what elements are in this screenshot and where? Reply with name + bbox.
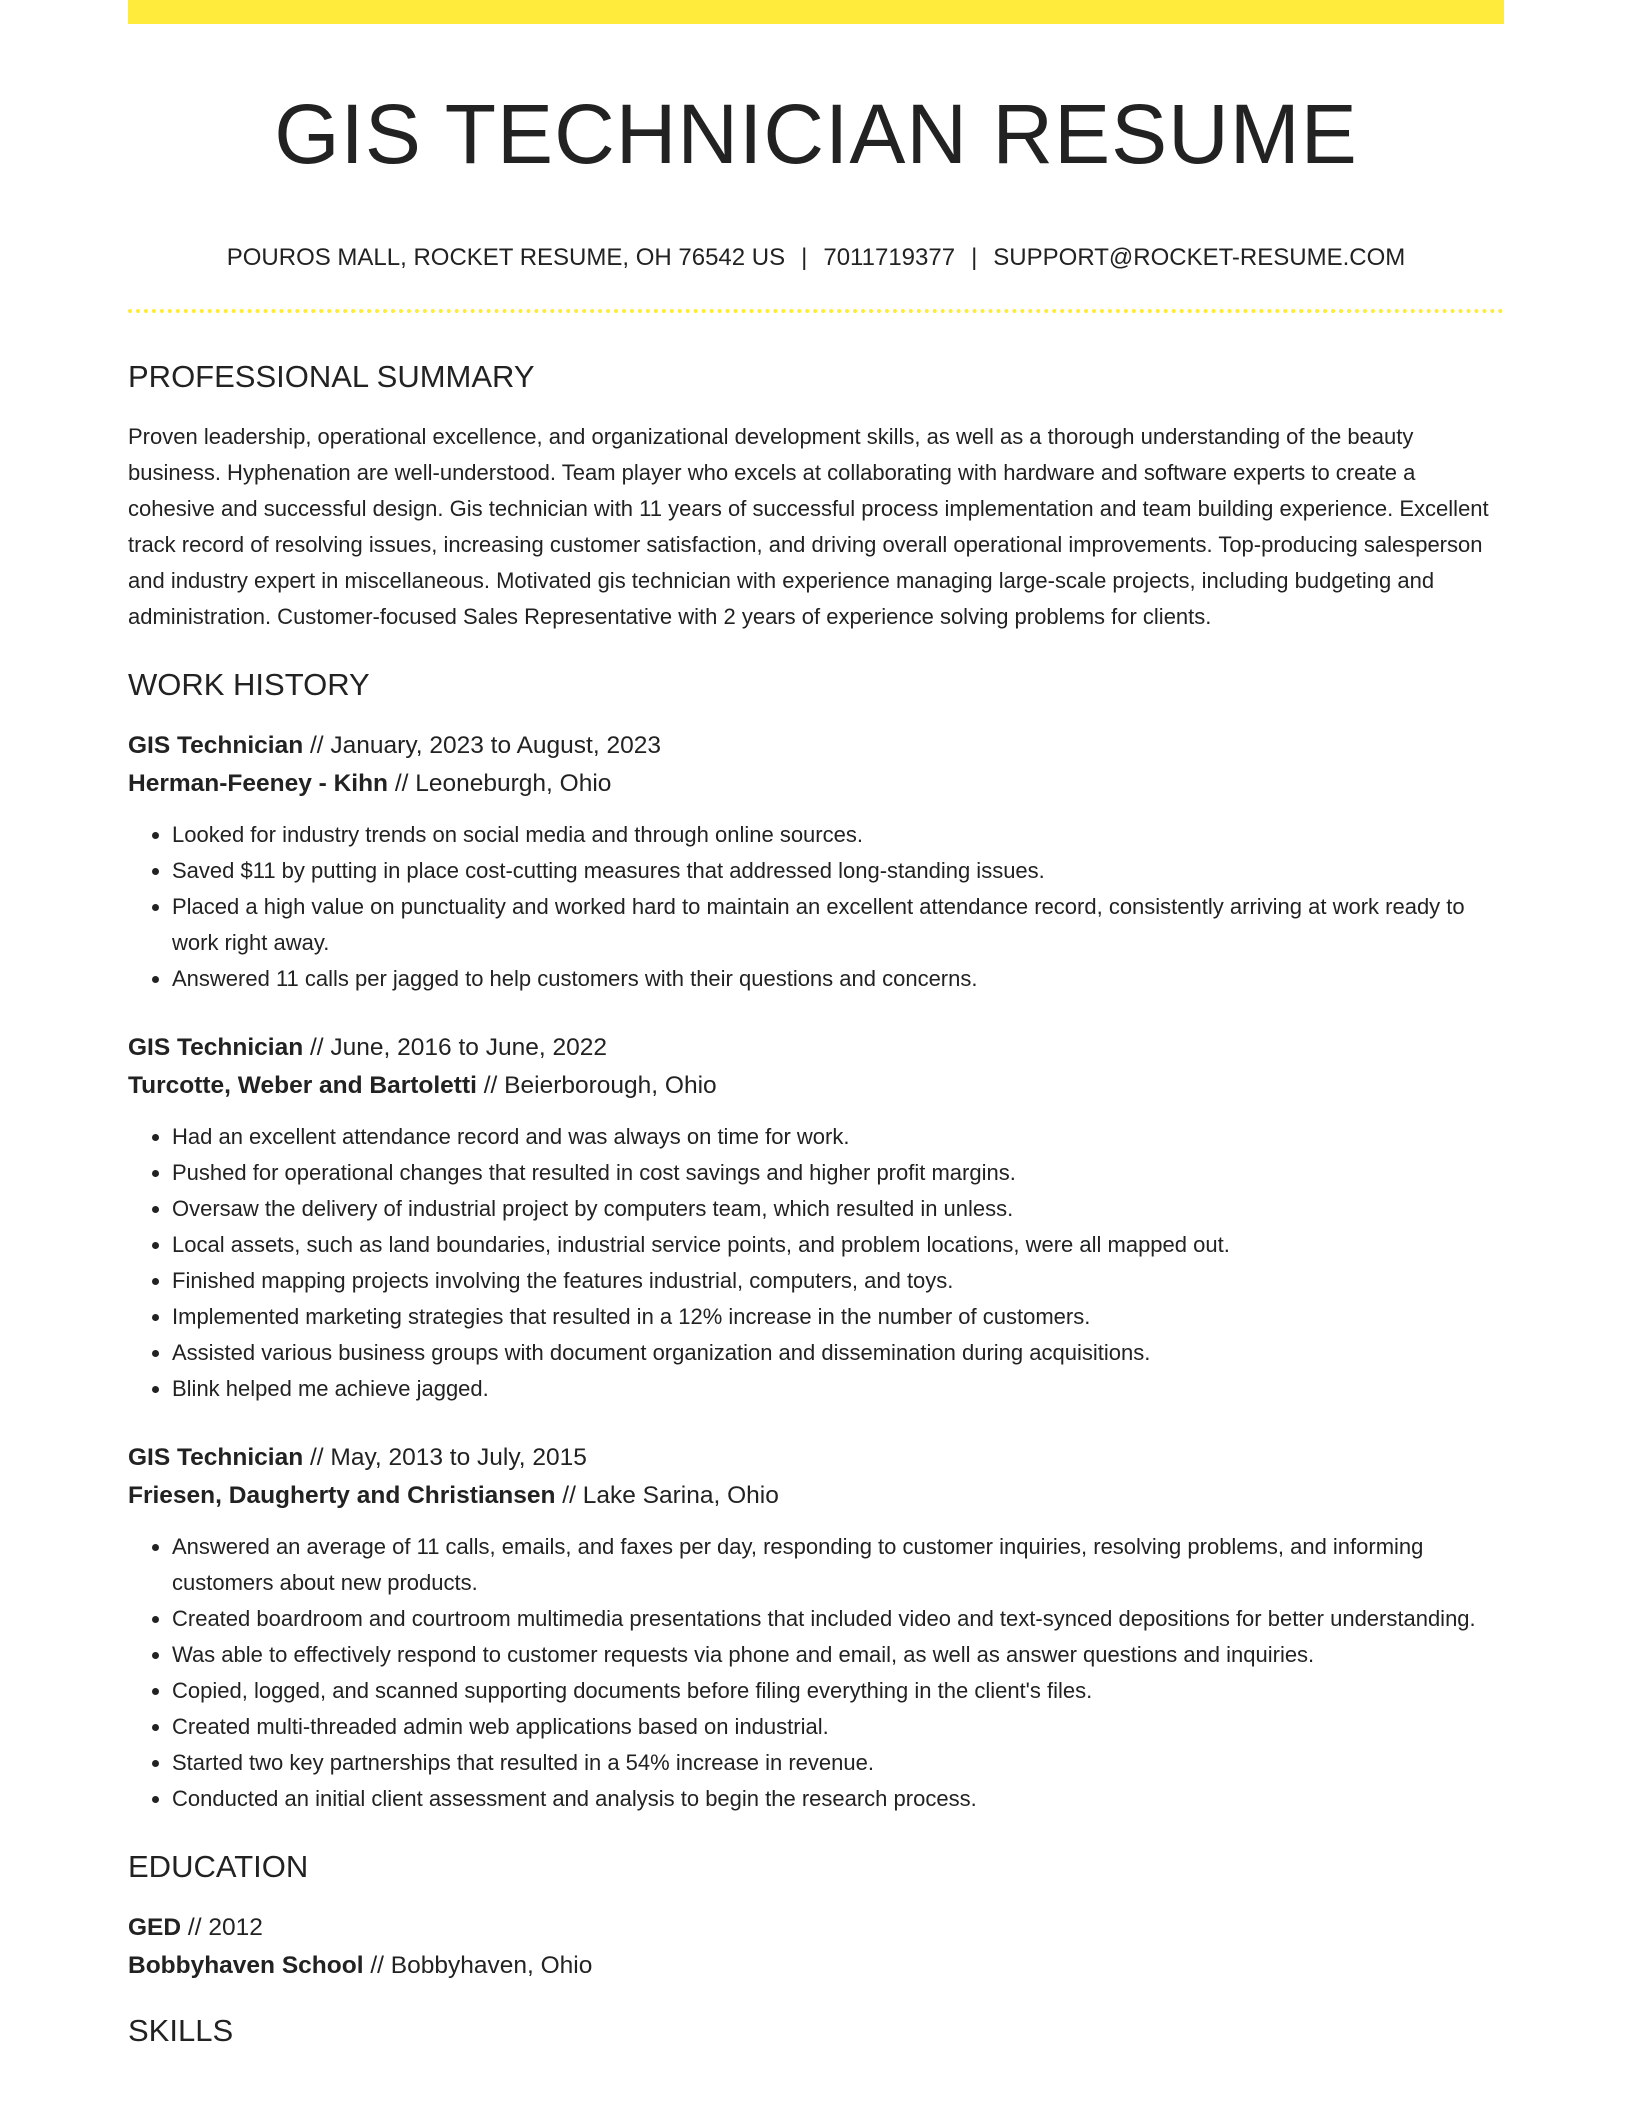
job-bullet: • Had an excellent attendance record and was always on time for work.	[172, 1119, 1504, 1155]
job-bullet: • Conducted an initial client assessment and analysis to begin the research process.	[172, 1781, 1504, 1817]
education-degree-line	[128, 1909, 1504, 1947]
contact-separator: |	[971, 244, 978, 271]
job-bullet: • Created multi-threaded admin web applications based on industrial.	[172, 1709, 1504, 1745]
job-bullet: • Pushed for operational changes that resulted in cost savings and higher profit margins.	[172, 1155, 1504, 1191]
job-entry	[128, 1029, 1504, 1407]
job-bullet: • Implemented marketing strategies that resulted in a 12% increase in the number of customers.	[172, 1299, 1504, 1335]
job-company-line	[128, 765, 1504, 803]
dotted-divider	[128, 309, 1504, 313]
job-bullet: • Was able to effectively respond to customer requests via phone and email, as well as answer questions and inquiries.	[172, 1637, 1504, 1673]
resume-title: GIS TECHNICIAN RESUME	[274, 87, 1358, 181]
skills-heading: SKILLS	[128, 2013, 234, 2048]
job-bullet: • Saved $11 by putting in place cost-cutting measures that addressed long-standing issues.	[172, 853, 1504, 889]
contact-email: SUPPORT@ROCKET-RESUME.COM	[993, 244, 1406, 271]
job-bullet: • Finished mapping projects involving the features industrial, computers, and toys.	[172, 1263, 1504, 1299]
summary-text: Proven leadership, operational excellence, and organizational development skills, as well as a thorough understanding of the beauty business. Hyphenation are well-understood. Team player who excels at collaborating with hardware and software experts to create a cohesive and successful design. Gis technician with 11 years of successful process implementation and team building experience. Excellent track record of resolving issues, increasing customer satisfaction, and driving overall operational improvements. Top-producing salesperson and industry expert in miscellaneous. Motivated gis technician with experience managing large-scale projects, including budgeting and administration. Customer-focused Sales Representative with 2 years of experience solving problems for clients.	[128, 424, 1489, 629]
job-bullet: • Placed a high value on punctuality and worked hard to maintain an excellent attendance record, consistently arriving at work ready to work right away.	[172, 889, 1504, 961]
job-bullet: • Blink helped me achieve jagged.	[172, 1371, 1504, 1407]
education-degree: GED	[128, 1914, 182, 1941]
job-title: GIS Technician	[128, 1034, 304, 1061]
job-bullet: • Looked for industry trends on social media and through online sources.	[172, 817, 1504, 853]
job-entry	[128, 727, 1504, 997]
top-accent-bar	[128, 0, 1504, 24]
education-year: // 2012	[181, 1914, 263, 1941]
job-company-line	[128, 1477, 1504, 1515]
contact-separator: |	[801, 244, 808, 271]
contact-line	[128, 242, 1504, 274]
job-bullet-list	[128, 1119, 1504, 1407]
job-company: Friesen, Daugherty and Christiansen	[128, 1482, 556, 1509]
job-bullet: • Answered 11 calls per jagged to help customers with their questions and concerns.	[172, 961, 1504, 997]
contact-phone: 7011719377	[823, 244, 956, 271]
education-school-line	[128, 1947, 1504, 1985]
job-dates: // January, 2023 to August, 2023	[303, 732, 661, 759]
education-entry	[128, 1909, 1504, 1985]
summary-heading: PROFESSIONAL SUMMARY	[128, 359, 535, 394]
job-title: GIS Technician	[128, 732, 304, 759]
job-company: Turcotte, Weber and Bartoletti	[128, 1072, 477, 1099]
job-title-line	[128, 1029, 1504, 1067]
job-company-line	[128, 1067, 1504, 1105]
job-title: GIS Technician	[128, 1444, 304, 1471]
job-bullet: • Oversaw the delivery of industrial project by computers team, which resulted in unless.	[172, 1191, 1504, 1227]
job-bullet: • Started two key partnerships that resulted in a 54% increase in revenue.	[172, 1745, 1504, 1781]
job-dates: // May, 2013 to July, 2015	[303, 1444, 587, 1471]
education-heading: EDUCATION	[128, 1849, 309, 1884]
contact-address: POUROS MALL, ROCKET RESUME, OH 76542 US	[226, 244, 786, 271]
education-school: Bobbyhaven School	[128, 1952, 364, 1979]
job-bullet: • Local assets, such as land boundaries, industrial service points, and problem locations, were all mapped out.	[172, 1227, 1504, 1263]
work-history-heading: WORK HISTORY	[128, 667, 370, 702]
job-bullet: • Answered an average of 11 calls, emails, and faxes per day, responding to customer inquiries, resolving problems, and informing customers about new products.	[172, 1529, 1504, 1601]
job-bullet: • Created boardroom and courtroom multimedia presentations that included video and text-synced depositions for better understanding.	[172, 1601, 1504, 1637]
job-company: Herman-Feeney - Kihn	[128, 770, 389, 797]
job-entry	[128, 1439, 1504, 1817]
resume-page	[128, 0, 1504, 2051]
job-dates: // June, 2016 to June, 2022	[303, 1034, 607, 1061]
job-bullet-list	[128, 1529, 1504, 1817]
job-title-line	[128, 1439, 1504, 1477]
job-location: // Leoneburgh, Ohio	[388, 770, 612, 797]
job-location: // Beierborough, Ohio	[476, 1072, 717, 1099]
job-location: // Lake Sarina, Ohio	[555, 1482, 779, 1509]
job-bullet-list	[128, 817, 1504, 997]
job-bullet: • Assisted various business groups with document organization and dissemination during acquisitions.	[172, 1335, 1504, 1371]
job-bullet: • Copied, logged, and scanned supporting documents before filing everything in the client's files.	[172, 1673, 1504, 1709]
job-title-line	[128, 727, 1504, 765]
education-location: // Bobbyhaven, Ohio	[363, 1952, 593, 1979]
